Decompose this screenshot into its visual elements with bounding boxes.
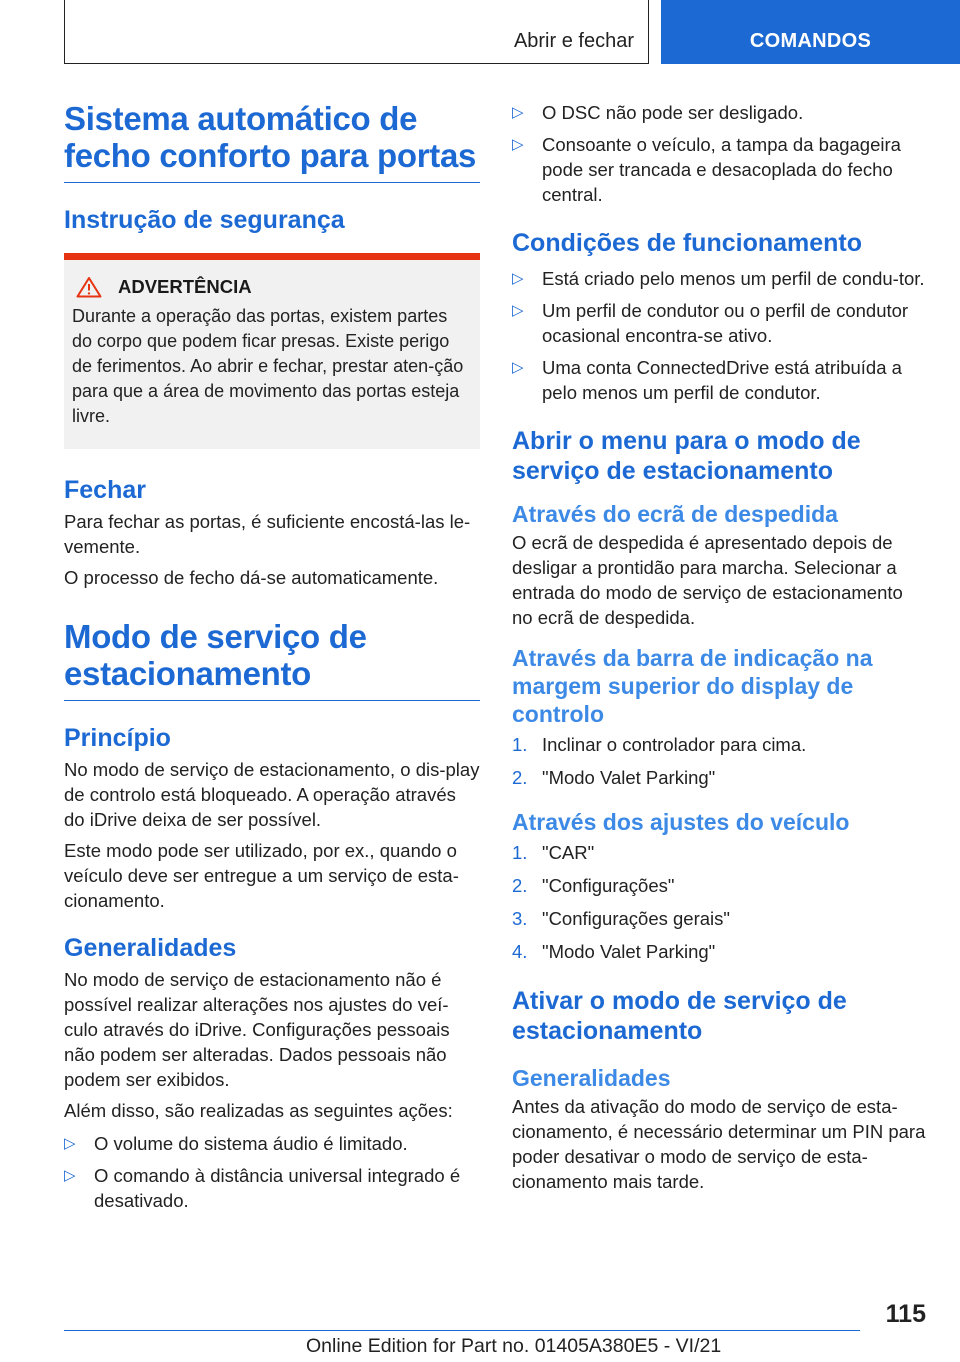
heading-safety: Instrução de segurança (64, 206, 345, 234)
triangle-bullet-icon: ▷ (512, 302, 524, 319)
list-item: ▷ O comando à distância universal integrado é desativado. (64, 1165, 461, 1211)
step-item: 4. "Modo Valet Parking" (512, 941, 716, 962)
actions-list-continued (512, 100, 926, 207)
triangle-bullet-icon: ▷ (512, 136, 524, 153)
footer-edition: Online Edition for Part no. 01405A380E5 - VI/21 (306, 1335, 722, 1357)
heading-close: Fechar (64, 476, 146, 504)
triangle-bullet-icon: ▷ (512, 359, 524, 376)
footer-divider (64, 1330, 860, 1331)
general-paragraph-2: Além disso, são realizadas as seguintes ações: (64, 1100, 453, 1121)
left-column (64, 100, 480, 1220)
list-item: ▷ Um perfil de condutor ou o perfil de condutor ocasional encontra-se ativo. (512, 300, 909, 346)
triangle-bullet-icon: ▷ (64, 1135, 76, 1152)
list-item: ▷ Está criado pelo menos um perfil de condu‐tor. (512, 268, 925, 289)
warning-triangle-icon (76, 276, 102, 298)
farewell-paragraph: O ecrã de despedida é apresentado depois de desligar a prontidão para marcha. Selecionar a entrada do modo de serviço de estacionamento no ecrã de despedida. (512, 532, 903, 628)
right-column (512, 100, 926, 1194)
step-item: 3. "Configurações gerais" (512, 908, 730, 929)
section-title: Abrir e fechar (513, 30, 634, 52)
close-paragraph-2: O processo de fecho dá-se automaticamente. (64, 567, 439, 588)
activate-paragraph: Antes da ativação do modo de serviço de esta‐cionamento, é necessário determinar um PIN para poder desativar o modo de serviço de esta‐cionamento mais tarde. (512, 1096, 926, 1192)
chapter-tab (661, 0, 960, 64)
heading-auto-close: Sistema automático de fecho conforto para portas (64, 100, 480, 183)
warning-header (76, 276, 472, 298)
heading-principle: Princípio (64, 724, 171, 752)
warning-title: ADVERTÊNCIA (118, 276, 252, 297)
list-item: ▷ Consoante o veículo, a tampa da bagageira pode ser trancada e desacoplada do fecho central. (512, 134, 901, 205)
step-item: 1. Inclinar o controlador para cima. (512, 734, 807, 755)
heading-general-right: Generalidades (512, 1065, 671, 1091)
chapter-tab-label: COMANDOS (749, 29, 872, 52)
status-bar-steps (512, 732, 926, 790)
page-number: 115 (885, 1300, 926, 1328)
heading-general: Generalidades (64, 934, 237, 962)
header-frame (64, 0, 649, 64)
vehicle-settings-steps (512, 840, 926, 964)
triangle-bullet-icon: ▷ (512, 270, 524, 287)
step-item: 1. "CAR" (512, 842, 595, 863)
principle-paragraph-1: No modo de serviço de estacionamento, o dis‐play de controlo está bloqueado. A operação através do iDrive deixa de ser possível. (64, 759, 480, 830)
general-paragraph-1: No modo de serviço de estacionamento não é possível realizar alterações nos ajustes do veí‐culo através do iDrive. Configurações pessoais não podem ser alteradas. Dados pessoais não podem ser exibidos. (64, 969, 450, 1090)
close-paragraph-1: Para fechar as portas, é suficiente encostá-las le‐vemente. (64, 511, 471, 557)
step-item: 2. "Modo Valet Parking" (512, 767, 716, 788)
actions-list (64, 1131, 480, 1213)
warning-text: Durante a operação das portas, existem partes do corpo que podem ficar presas. Existe perigo de ferimentos. Ao abrir e fechar, prestar aten‐ção para que a área de movimento das portas esteja livre. (72, 306, 464, 426)
list-item: ▷ O volume do sistema áudio é limitado. (64, 1133, 408, 1154)
step-item: 2. "Configurações" (512, 875, 675, 896)
heading-open-menu: Abrir o menu para o modo de serviço de estacionamento (512, 427, 861, 485)
heading-farewell-screen: Através do ecrã de despedida (512, 501, 838, 527)
heading-conditions: Condições de funcionamento (512, 229, 863, 257)
list-item: ▷ O DSC não pode ser desligado. (512, 102, 804, 123)
heading-activate: Ativar o modo de serviço de estacionamento (512, 987, 847, 1045)
warning-box (64, 253, 480, 449)
conditions-list (512, 266, 926, 405)
triangle-bullet-icon: ▷ (64, 1167, 76, 1184)
triangle-bullet-icon: ▷ (512, 104, 524, 121)
principle-paragraph-2: Este modo pode ser utilizado, por ex., quando o veículo deve ser entregue a um serviço de esta‐cionamento. (64, 840, 459, 911)
list-item: ▷ Uma conta ConnectedDrive está atribuída a pelo menos um perfil de condutor. (512, 357, 902, 403)
heading-vehicle-settings: Através dos ajustes do veículo (512, 809, 850, 835)
heading-status-bar: Através da barra de indicação na margem superior do display de controlo (512, 645, 873, 727)
heading-valet-mode: Modo de serviço de estacionamento (64, 618, 480, 701)
